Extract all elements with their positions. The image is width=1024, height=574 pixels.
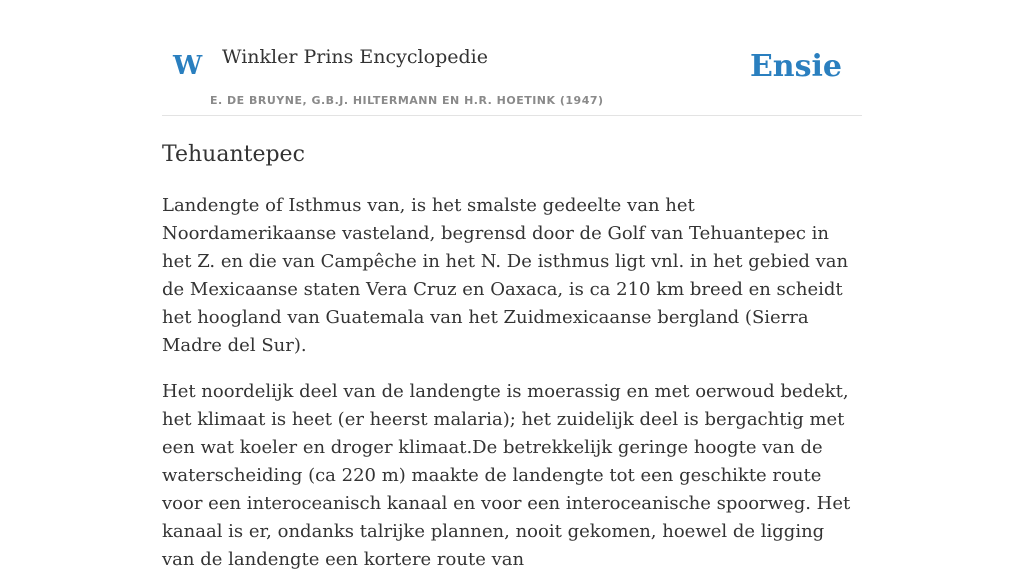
site-header xyxy=(162,0,862,116)
article-paragraph: Landengte of Isthmus van, is het smalste gedeelte van het Noordamerikaanse vasteland, begrensd door de Golf van Tehuantepec in het Z. en die van Campêche in het N. De isthmus ligt vnl. in het gebied van de Mexicaanse staten Vera Cruz en Oaxaca, is ca 210 km breed en scheidt het hoogland van Guatemala van het Zuidmexicaanse bergland (Sierra Madre del Sur). xyxy=(162,195,849,357)
page-container xyxy=(162,0,862,574)
article-title: Tehuantepec xyxy=(162,142,305,167)
book-authors: E. DE BRUYNE, G.B.J. HILTERMANN EN H.R. HOETINK (1947) xyxy=(210,94,604,107)
book-title[interactable]: Winkler Prins Encyclopedie xyxy=(222,46,488,68)
publication-logo[interactable]: W xyxy=(173,51,203,81)
article-paragraph: Het noordelijk deel van de landengte is moerassig en met oerwoud bedekt, het klimaat is heet (er heerst malaria); het zuidelijk deel is bergachtig met een wat koeler en droger klimaat.De betrekkelijk geringe hoogte van de waterscheiding (ca 220 m) maakte de landengte tot een geschikte route voor een interoceanisch kanaal en voor een interoceanische spoorweg. Het kanaal is er, ondanks talrijke plannen, nooit gekomen, hoewel de ligging van de landengte een kortere route van xyxy=(162,381,851,571)
ensie-logo[interactable]: Ensie xyxy=(749,49,842,84)
